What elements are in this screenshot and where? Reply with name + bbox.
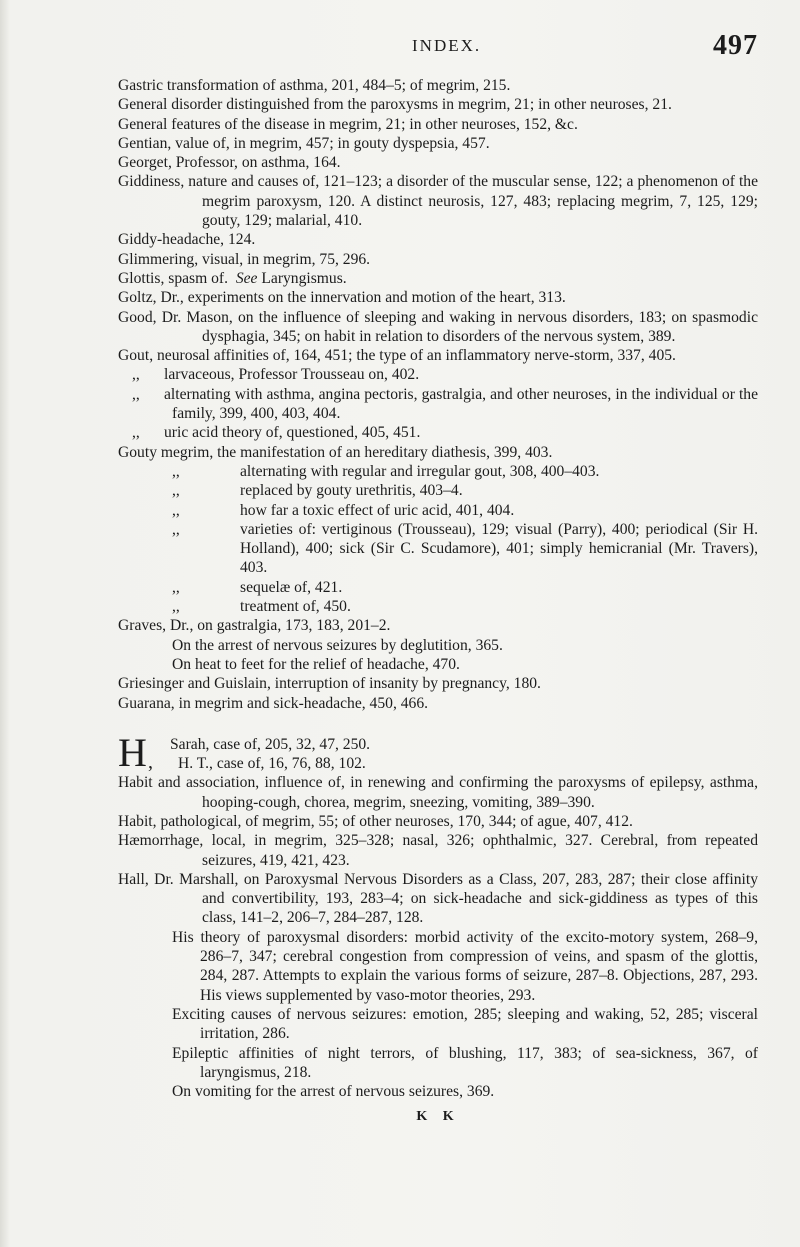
- gout-subentry: [132, 423, 758, 442]
- h-entry-sarah: Sarah, case of, 205, 32, 47, 250.: [170, 735, 371, 753]
- gout-subentry-text: alternating with asthma, angina pectoris, gastralgia, and other neuroses, in the individual or the family, 399, 400, 403, 404.: [164, 385, 758, 423]
- hall-subentry: On vomiting for the arrest of nervous seizures, 369.: [172, 1083, 495, 1101]
- gout-subentry: [132, 385, 758, 424]
- index-entry-habit-association: Habit and association, influence of, in renewing and confirming the paroxysms of epilepsy, asthma, hooping-cough, chorea, megrim, sneezing, vomiting, 389–390.: [118, 774, 758, 811]
- ditto-mark: ,,: [172, 501, 180, 519]
- ditto-mark: ,,: [132, 385, 140, 403]
- index-entry-giddiness: Giddiness, nature and causes of, 121–123; a disorder of the muscular sense, 122; a phenomenon of the megrim paroxysm, 120. A distinct neurosis, 127, 483; replacing megrim, 7, 125, 129; gouty, 129; malarial, 410.: [118, 173, 758, 230]
- index-entry-haemorrhage: Hæmorrhage, local, in megrim, 325–328; nasal, 326; ophthalmic, 327. Cerebral, from repeated seizures, 419, 421, 423.: [118, 832, 758, 869]
- gouty-subentry-text: sequelæ of, 421.: [240, 578, 343, 596]
- ditto-mark: ,,: [132, 366, 140, 384]
- index-entry-graves: Graves, Dr., on gastralgia, 173, 183, 201–2.: [118, 617, 391, 635]
- index-entry-gout: Gout, neurosal affinities of, 164, 451; the type of an inflammatory nerve-storm, 337, 405.: [118, 347, 676, 365]
- index-entry-georget: Georget, Professor, on asthma, 164.: [118, 154, 341, 172]
- hall-subentry: Epileptic affinities of night terrors, of blushing, 117, 383; of sea-sickness, 367, of laryngismus, 218.: [172, 1044, 758, 1081]
- gouty-megrim-subentry: [172, 501, 758, 520]
- section-gap: [118, 713, 758, 735]
- index-entry-gastric: Gastric transformation of asthma, 201, 484–5; of megrim, 215.: [118, 77, 511, 94]
- graves-subentry: On the arrest of nervous seizures by deglutition, 365.: [172, 636, 503, 654]
- ditto-mark: ,,: [172, 482, 180, 500]
- h-entry-ht: H. T., case of, 16, 76, 88, 102.: [178, 755, 366, 773]
- ditto-mark: ,,: [132, 424, 140, 442]
- index-entry-gentian: Gentian, value of, in megrim, 457; in gouty dyspepsia, 457.: [118, 134, 490, 152]
- ditto-mark: ,,: [172, 520, 180, 538]
- index-entry-griesinger: Griesinger and Guislain, interruption of insanity by pregnancy, 180.: [118, 675, 541, 693]
- index-entry-giddy-headache: Giddy-headache, 124.: [118, 231, 256, 249]
- index-entry-gouty-megrim: Gouty megrim, the manifestation of an hereditary diathesis, 399, 403.: [118, 443, 553, 461]
- index-entry-general-disorder: General disorder distinguished from the paroxysms in megrim, 21; in other neuroses, 21.: [118, 96, 672, 114]
- ditto-mark: ,,: [172, 578, 180, 596]
- gout-subentry-text: larvaceous, Professor Trousseau on, 402.: [164, 366, 420, 384]
- drop-capital-comma: ,: [148, 750, 153, 773]
- gouty-subentry-text: replaced by gouty urethritis, 403–4.: [240, 482, 463, 500]
- gouty-megrim-subentry: [172, 481, 758, 500]
- index-entry-general-features: General features of the disease in megrim, 21; in other neuroses, 152, &c.: [118, 115, 578, 133]
- gouty-subentry-text: varieties of: vertiginous (Trousseau), 129; visual (Parry), 400; periodical (Sir H. Holland), 400; sick (Sir C. Scudamore), 401; simply hemicranial (Mr. Travers), 403.: [240, 520, 758, 577]
- hall-subentry: Exciting causes of nervous seizures: emotion, 285; sleeping and waking, 52, 285; visceral irritation, 286.: [172, 1005, 758, 1043]
- index-entry-hall: Hall, Dr. Marshall, on Paroxysmal Nervous Disorders as a Class, 207, 283, 287; their close affinity and convertibility, 193, 283–4; on sick-headache and sick-giddiness as types of this class, 141–2, 206–7, 284–287, 128.: [118, 870, 758, 927]
- index-column: [118, 76, 758, 1127]
- gouty-megrim-subentry: [172, 462, 758, 481]
- index-entry-glimmering: Glimmering, visual, in megrim, 75, 296.: [118, 250, 371, 268]
- signature-mark: K K: [416, 1109, 460, 1125]
- ditto-mark: ,,: [172, 598, 180, 616]
- index-entry-habit-pathological: Habit, pathological, of megrim, 55; of other neuroses, 170, 344; of ague, 407, 412.: [118, 812, 633, 830]
- running-title: INDEX.: [412, 36, 482, 55]
- index-entry-guarana: Guarana, in megrim and sick-headache, 450, 466.: [118, 694, 429, 712]
- page-header: [0, 30, 800, 64]
- index-entry-glottis: [118, 269, 758, 288]
- page-number: 497: [713, 30, 758, 61]
- gout-subentry-text: uric acid theory of, questioned, 405, 451.: [164, 424, 421, 442]
- graves-subentry: On heat to feet for the relief of headache, 470.: [172, 655, 460, 673]
- gout-subentry: [132, 365, 758, 384]
- drop-capital: H: [118, 729, 147, 775]
- glottis-heading: Glottis, spasm of.: [118, 269, 229, 287]
- gouty-megrim-subentry: [172, 578, 758, 597]
- h-section-opening: [118, 729, 758, 775]
- index-entry-good: Good, Dr. Mason, on the influence of sleeping and waking in nervous disorders, 183; on spasmodic dysphagia, 345; on habit in relation to disorders of the nervous system, 389.: [118, 308, 758, 345]
- gouty-megrim-subentry: [172, 597, 758, 616]
- see-reference-target: Laryngismus.: [261, 269, 347, 287]
- hall-subentry: His theory of paroxysmal disorders: morbid activity of the excito-motory system, 268–9, 286–7, 347; cerebral congestion from compression of veins, and spasm of the glottis, 284, 287. Attempts to explain the various forms of seizure, 287–8. Objections, 287, 293. His views supplemented by vaso-motor theories, 293.: [172, 928, 758, 1004]
- index-entry-goltz: Goltz, Dr., experiments on the innervation and motion of the heart, 313.: [118, 289, 566, 307]
- gouty-subentry-text: alternating with regular and irregular gout, 308, 400–403.: [240, 462, 600, 480]
- ditto-mark: ,,: [172, 462, 180, 480]
- gouty-subentry-text: treatment of, 450.: [240, 598, 351, 616]
- see-reference-label: See: [235, 269, 258, 287]
- gouty-megrim-subentry: [172, 520, 758, 578]
- gouty-subentry-text: how far a toxic effect of uric acid, 401, 404.: [240, 501, 515, 519]
